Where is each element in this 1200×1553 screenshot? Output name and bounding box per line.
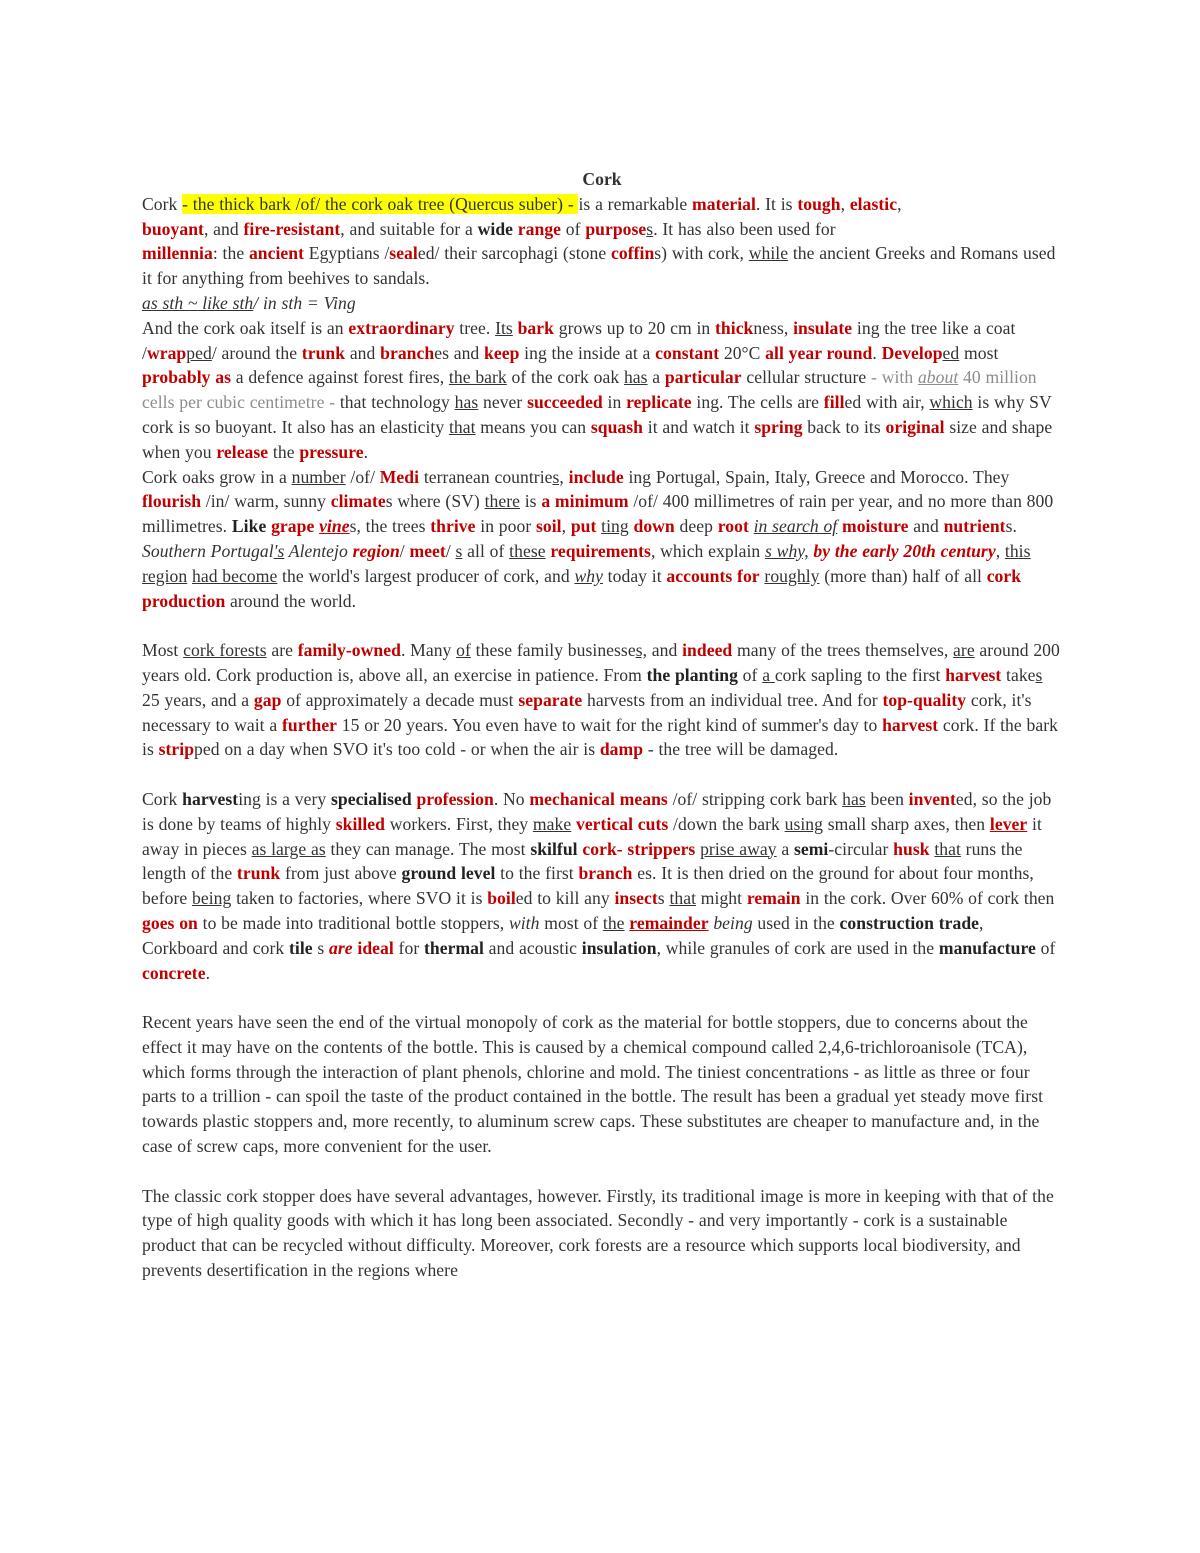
text-run: above all, an exercise in patience. From	[353, 664, 647, 685]
underlined-word: roughly	[764, 565, 820, 586]
underlined-word: ped	[186, 342, 212, 363]
keyword: probably as	[142, 367, 232, 388]
bold-word: thermal	[423, 937, 484, 958]
keyword: trunk	[236, 863, 281, 884]
underlined-word: s	[455, 540, 463, 561]
keyword: range	[517, 218, 562, 239]
text-run: , and	[203, 218, 244, 239]
text-run: in	[602, 392, 627, 413]
underlined-word: 's	[273, 540, 285, 561]
paragraph-gap	[142, 613, 1062, 638]
text-run: been	[865, 788, 909, 809]
italic-word: being	[713, 912, 753, 933]
text-run: , Corkboard and cork	[142, 912, 984, 958]
text-run: used in the	[752, 912, 840, 933]
text-run: s) with cork,	[654, 243, 749, 264]
underlined-word: number	[291, 466, 346, 487]
text-run: s, the trees	[349, 516, 431, 537]
underlined-word: ed	[942, 342, 960, 363]
keyword: profession	[416, 788, 494, 809]
text-run: .	[205, 962, 211, 983]
keyword: accounts for	[666, 565, 760, 586]
keyword: thrive	[430, 516, 476, 537]
underlined-phrase: cork forests	[183, 640, 267, 661]
keyword: insect	[614, 888, 658, 909]
keyword: climate	[330, 491, 386, 512]
bold-word: insulation	[581, 937, 657, 958]
underlined-word: Its	[495, 317, 513, 338]
text-run: they can manage. The most	[325, 838, 531, 859]
text-run: .	[363, 441, 369, 462]
keyword: original	[885, 416, 945, 437]
keyword: include	[568, 466, 624, 487]
underlined-word: has	[842, 788, 866, 809]
text-run: of approximately a decade must	[281, 689, 519, 710]
keyword: flourish	[142, 491, 202, 512]
keyword: keep	[484, 342, 520, 363]
paragraph-1	[142, 192, 1062, 291]
keyword: by the early 20th century	[813, 540, 996, 561]
text-run: Most	[142, 640, 184, 661]
text-run: are	[266, 640, 298, 661]
text-run: for	[393, 937, 424, 958]
paragraph-3	[142, 465, 1062, 614]
keyword: buoyant	[142, 218, 204, 239]
bold-word: Like	[231, 516, 267, 537]
text-run: ed with air,	[844, 392, 930, 413]
keyword: remain	[746, 888, 801, 909]
underlined-word: which	[929, 392, 973, 413]
text-run: is why SV cork is so buoyant. It also has an elasticity	[142, 392, 1052, 437]
keyword: separate	[518, 689, 583, 710]
text-run: es. It is then dried on the ground for about four months, before	[142, 863, 1034, 909]
keyword: constant	[655, 342, 720, 363]
text-run: ing is a very	[238, 788, 331, 809]
keyword: wrap	[146, 342, 187, 363]
keyword: harvest	[882, 714, 939, 735]
keyword: put	[570, 516, 597, 537]
text-run: cork sapling to the first	[774, 664, 946, 685]
text-run: most of	[539, 912, 603, 933]
paragraph-gap	[142, 985, 1062, 1010]
text-run: Cork	[142, 193, 183, 214]
text-run: might	[696, 888, 747, 909]
bold-word: construction trade	[839, 912, 980, 933]
text-run: the world's largest producer of cork, and	[277, 565, 575, 586]
text-run: is	[519, 491, 542, 512]
text-run: today it	[602, 565, 667, 586]
underlined-word: are	[953, 640, 975, 661]
keyword: cork- strippers	[582, 838, 696, 859]
underlined-word: has	[454, 392, 479, 413]
text-run: taken to factories	[231, 888, 359, 909]
underlined-word: the	[602, 912, 625, 933]
keyword: ancient	[248, 243, 305, 264]
text-run: ,	[897, 193, 902, 214]
keyword: particular	[664, 367, 742, 388]
underlined-word: there	[484, 491, 520, 512]
text-run: never	[478, 392, 528, 413]
underlined-word: that	[448, 416, 476, 437]
underlined-word: of	[456, 640, 471, 661]
keyword: skilled	[335, 813, 385, 834]
keyword: purpose	[585, 218, 647, 239]
paragraph-7: The classic cork stopper does have several advantages, however. Firstly, its traditional image is more in keeping with that of the type of high quality goods with which it has long been associated. Secondly - and very importantly - cork is a sustainable product that can be recycled without difficulty. Moreover, cork forests are a resource which supports local biodiversity, and prevents desertification in the regions where	[142, 1185, 1054, 1281]
text-run: ing Portugal, Spain, Italy, Greece and Morocco. They	[623, 466, 1010, 487]
bold-word: planting	[674, 664, 738, 685]
keyword: coffin	[610, 243, 655, 264]
keyword: family-owned	[297, 640, 401, 661]
text-run: and	[647, 640, 683, 661]
italic-phrase: Southern Portugal	[142, 540, 274, 561]
document-title: Cork	[582, 169, 622, 189]
keyword: squash	[590, 416, 644, 437]
keyword: trunk	[301, 342, 346, 363]
text-run: (more than) half of all	[819, 565, 987, 586]
grey-text: - with	[871, 367, 918, 388]
keyword: Medi	[379, 466, 420, 487]
text-run: to the first	[495, 863, 579, 884]
text-run: terranean countrie	[419, 466, 553, 487]
keyword: millennia	[142, 243, 213, 264]
text-run: s	[312, 937, 330, 958]
keyword: cork	[986, 565, 1022, 586]
text-run: /down the bark	[668, 813, 785, 834]
text-run: . It is	[755, 193, 798, 214]
underlined-word: ,	[349, 664, 354, 685]
text-run: ing. The cells are	[691, 392, 824, 413]
text-run: that technology	[339, 392, 455, 413]
text-run: around the world.	[225, 590, 357, 611]
underlined-word: that	[934, 838, 961, 859]
text-run: a defence against forest fires,	[231, 367, 449, 388]
paragraph-2	[142, 316, 1062, 465]
text-run: means you can	[475, 416, 591, 437]
keyword: Develop	[881, 342, 943, 363]
document-page	[142, 167, 1062, 1283]
text-run: and acoustic	[483, 937, 582, 958]
keyword: fill	[823, 392, 845, 413]
text-run: , while granules of cork are used in the	[656, 937, 939, 958]
text-run: runs the length of the	[142, 838, 1023, 884]
keyword: pressure	[299, 441, 364, 462]
text-run: around 200 years old. Cork production is	[142, 640, 1060, 685]
text-run: small sharp axes, then	[823, 813, 990, 834]
text-run: ed/ their sarcophagi (stone	[417, 243, 611, 264]
text-run: 15 or 20 years. You even have to wait for the right kind of summer's day to	[337, 714, 883, 735]
keyword: branch	[578, 863, 633, 884]
underlined-word: ting	[601, 516, 629, 537]
underlined-word: s	[646, 218, 654, 239]
text-run: /	[399, 540, 410, 561]
text-run: grows up to 20 cm in	[553, 317, 716, 338]
keyword: bark	[517, 317, 554, 338]
text-run: . No	[493, 788, 530, 809]
text-run: / in sth = Ving	[253, 292, 356, 313]
keyword: grape	[271, 516, 315, 537]
text-run: ing the inside at a	[519, 342, 656, 363]
keyword: all year round	[765, 342, 873, 363]
keyword: tough	[797, 193, 841, 214]
underlined-word: these	[509, 540, 546, 561]
italic-word: with	[508, 912, 540, 933]
keyword: branch	[380, 342, 435, 363]
underlined-phrase: had become	[192, 565, 278, 586]
grammar-note	[142, 291, 1062, 316]
text-run: from just above	[280, 863, 402, 884]
underlined-word: make	[532, 813, 572, 834]
bold-word: skilful	[530, 838, 578, 859]
text-run: ing the tree like a coat /	[142, 317, 1016, 363]
keyword: lever	[989, 813, 1028, 834]
keyword: husk	[893, 838, 930, 859]
text-run: s where (SV)	[385, 491, 485, 512]
keyword: top-quality	[882, 689, 967, 710]
text-run: a	[776, 838, 794, 859]
bold-word: the	[646, 664, 671, 685]
keyword: goes on	[142, 912, 198, 933]
underlined-word: s	[1035, 664, 1043, 685]
text-run: of	[561, 218, 586, 239]
text-run: 20°C	[719, 342, 766, 363]
keyword: material	[692, 193, 756, 214]
text-run: the	[268, 441, 300, 462]
text-run: . It has also been used for	[653, 218, 836, 239]
underlined-word: a	[762, 664, 775, 685]
text-run: -circular	[828, 838, 894, 859]
keyword: extraordinary	[348, 317, 455, 338]
text-run: it and watch it	[643, 416, 755, 437]
underlined-word: has	[623, 367, 648, 388]
text-run: cellular structure	[741, 367, 872, 388]
text-run: in poor	[475, 516, 536, 537]
text-run: /	[445, 540, 456, 561]
keyword: insulate	[793, 317, 853, 338]
keyword: requirements	[550, 540, 651, 561]
text-run: of	[1035, 937, 1056, 958]
underlined-phrase: as sth ~ like sth	[142, 292, 254, 313]
underlined-phrase: s why,	[765, 540, 809, 561]
text-run: to be made into traditional bottle stoppers,	[197, 912, 509, 933]
keyword: invent	[908, 788, 956, 809]
paragraph-4	[142, 638, 1062, 762]
keyword: spring	[754, 416, 803, 437]
text-run: 25 years, and a	[142, 689, 254, 710]
underlined-word: s,	[552, 466, 564, 487]
keyword: damp	[599, 739, 644, 760]
text-run: ,	[561, 516, 571, 537]
text-run: And the cork oak itself is an	[142, 317, 349, 338]
text-run: /of/	[345, 466, 380, 487]
text-run: tree.	[454, 317, 496, 338]
text-run: , which explain	[650, 540, 766, 561]
bold-word: semi	[793, 838, 829, 859]
text-run: Cork	[142, 788, 183, 809]
text-run: ped on a day when SVO it's too cold - or when the air is	[194, 739, 600, 760]
text-run: - the tree will be damaged.	[643, 739, 839, 760]
keyword: thick	[715, 317, 754, 338]
keyword: nutrient	[943, 516, 1006, 537]
keyword: succeeded	[527, 392, 603, 413]
underlined-word: being	[191, 888, 232, 909]
paragraph-gap	[142, 1159, 1062, 1184]
bold-word: ground level	[401, 863, 496, 884]
underlined-phrase: as large as	[251, 838, 326, 859]
bold-word: harvest	[182, 788, 239, 809]
bold-word: wide	[477, 218, 514, 239]
keyword: are	[329, 937, 353, 958]
text-run: take	[1001, 664, 1036, 685]
keyword: harvest	[945, 664, 1002, 685]
text-run: all of	[462, 540, 510, 561]
bold-word: tile	[288, 937, 313, 958]
text-run: it away in pieces	[142, 813, 1042, 859]
keyword: root	[717, 516, 749, 537]
text-run: Egyptians /	[304, 243, 390, 264]
text-run: where SVO it is	[363, 888, 488, 909]
keyword: concrete	[142, 962, 206, 983]
text-run: a	[647, 367, 665, 388]
keyword: fire-resistant	[243, 218, 341, 239]
underlined-word: that	[669, 888, 697, 909]
text-run: harvests from an individual tree. And for	[582, 689, 883, 710]
paragraph-5	[142, 787, 1062, 985]
bold-word: manufacture	[938, 937, 1036, 958]
text-run: . Many	[400, 640, 457, 661]
keyword: elastic	[849, 193, 898, 214]
keyword: a minimum	[541, 491, 629, 512]
highlighted-phrase: - the thick bark /of/ the cork oak tree (Quercus suber) -	[182, 193, 579, 214]
keyword: further	[281, 714, 338, 735]
paragraph-6: Recent years have seen the end of the virtual monopoly of cork as the material for bottle stoppers, due to concerns about the effect it may have on the contents of the bottle. This is caused by a chemical compound called 2,4,6-trichloroanisole (TCA), which forms through the interaction of plant phenols, chlorine and mold. The tiniest concentrations - as little as three or four parts to a trillion - can spoil the taste of the product contained in the bottle. The result has been a gradual yet steady move first towards plastic stoppers and, more recently, to aluminum screw caps. These substitutes are cheaper to manufacture and, in the case of screw caps, more convenient for the user.	[142, 1012, 1044, 1157]
keyword: replicate	[626, 392, 692, 413]
text-run: deep	[674, 516, 718, 537]
text-run: most	[959, 342, 999, 363]
keyword: release	[216, 441, 269, 462]
text-run: workers. First, they	[384, 813, 533, 834]
keyword: seal	[389, 243, 418, 264]
text-run: Cork oaks grow in a	[142, 466, 292, 487]
paragraph-gap	[142, 762, 1062, 787]
underlined-word: s,	[635, 640, 648, 661]
underlined-word: using	[784, 813, 824, 834]
keyword: ideal	[357, 937, 394, 958]
keyword: remainder	[629, 912, 709, 933]
grey-underlined-word: about	[917, 367, 959, 388]
text-run: es and	[434, 342, 485, 363]
keyword: vine	[319, 516, 350, 537]
text-run: ness,	[753, 317, 794, 338]
text-run: / around the	[211, 342, 302, 363]
underlined-phrase: the bark	[448, 367, 507, 388]
text-run: of	[737, 664, 763, 685]
text-run: Alentejo	[284, 540, 353, 561]
text-run: : the	[212, 243, 249, 264]
keyword: region	[352, 540, 400, 561]
text-run: back to its	[802, 416, 886, 437]
keyword: production	[142, 590, 226, 611]
keyword: gap	[253, 689, 282, 710]
text-run: and	[345, 342, 381, 363]
text-run: ed, so the job is done by teams of highly	[142, 788, 1052, 834]
grey-text: 40 million cells per cubic centimetre -	[142, 367, 1037, 413]
underlined-word: ,	[995, 540, 1001, 561]
keyword: moisture	[841, 516, 909, 537]
bold-word: specialised	[330, 788, 412, 809]
keyword: soil	[536, 516, 562, 537]
text-run: s.	[1005, 516, 1017, 537]
underlined-word: ,	[358, 888, 364, 909]
underlined-phrase: this region	[142, 540, 1031, 586]
text-run: .	[872, 342, 882, 363]
text-run: of the cork oak	[506, 367, 624, 388]
text-run: in the cork. Over 60% of cork then	[800, 888, 1055, 909]
underlined-phrase: prise away	[700, 838, 777, 859]
underlined-word: why	[574, 565, 603, 586]
keyword: strip	[158, 739, 195, 760]
keyword: boil	[487, 888, 516, 909]
keyword: indeed	[682, 640, 733, 661]
text-run: the ancient Greeks and Romans used it for anything from beehives to sandals.	[142, 243, 1056, 289]
text-run: ,	[840, 193, 850, 214]
keyword: meet	[409, 540, 446, 561]
text-run: cork. If the bark is	[142, 714, 1058, 760]
text-run: cork, it's necessary to wait a	[142, 689, 1032, 735]
text-run: /of/ 400 millimetres of rain per year, and no more than 800 millimetres.	[142, 491, 1054, 537]
keyword: vertical cuts	[575, 813, 669, 834]
text-run: /of/ stripping cork bark	[667, 788, 843, 809]
text-run: ed to kill any	[515, 888, 615, 909]
text-run: , and suitable for a	[340, 218, 478, 239]
keyword: down	[633, 516, 675, 537]
underlined-word: while	[748, 243, 789, 264]
text-run: s	[657, 888, 670, 909]
text-run: and	[908, 516, 944, 537]
text-run: these family businesse	[470, 640, 636, 661]
text-run: size and shape when you	[142, 416, 1053, 462]
text-run: many of the trees themselves,	[732, 640, 954, 661]
text-run: is a remarkable	[578, 193, 693, 214]
keyword: mechanical means	[529, 788, 668, 809]
underlined-phrase: in search of	[753, 516, 838, 537]
text-run: /in/ warm, sunny	[201, 491, 331, 512]
